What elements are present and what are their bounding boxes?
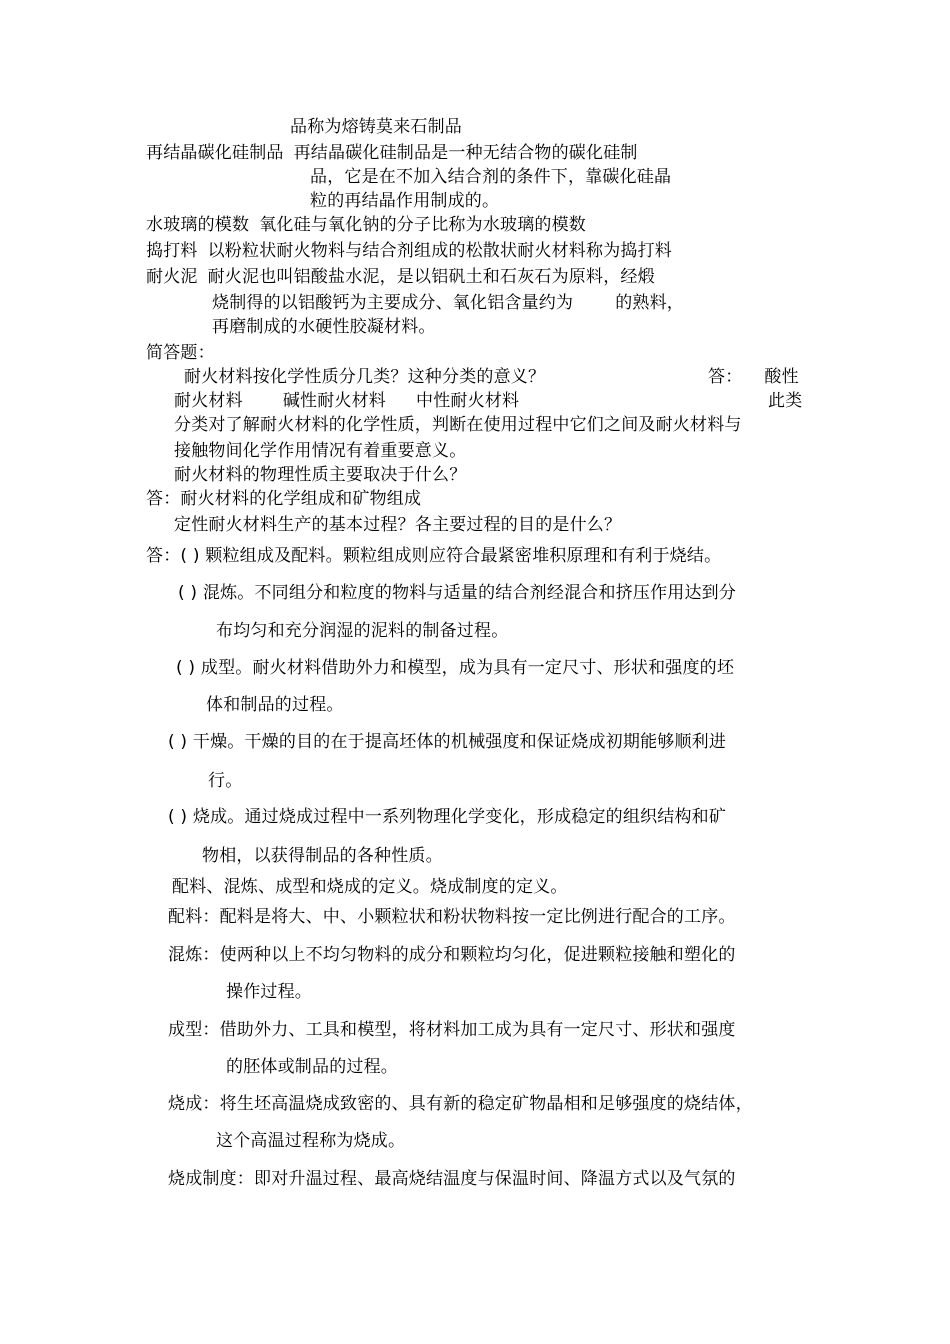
answer-text: 中性耐火材料 xyxy=(416,391,520,411)
answer-3-item: 答：( ) 颗粒组成及配料。颗粒组成则应符合最紧密堆积原理和有利于烧结。 xyxy=(146,546,722,566)
glossary-term: 再结晶碳化硅制品 xyxy=(146,143,284,163)
definition-item: 混炼：使两种以上不均匀物料的成分和颗粒均匀化，促进颗粒接触和塑化的 xyxy=(168,945,736,965)
glossary-term: 耐火泥 xyxy=(146,267,198,287)
definition-item: 配料：配料是将大、中、小颗粒状和粉状物料按一定比例进行配合的工序。 xyxy=(168,907,736,927)
definition-item: 烧成制度：即对升温过程、最高烧结温度与保温时间、降温方式以及气氛的 xyxy=(168,1169,736,1189)
answer-line xyxy=(174,390,519,412)
glossary-text: 烧制得的以铝酸钙为主要成分、氧化铝含量约为 xyxy=(212,293,574,313)
glossary-term: 水玻璃的模数 xyxy=(146,215,250,235)
answer-3-item: ( ) 成型。耐火材料借助外力和模型，成为具有一定尺寸、形状和强度的坯 xyxy=(176,658,735,678)
glossary-entry xyxy=(146,240,672,262)
definition-continuation: 的胚体或制品的过程。 xyxy=(226,1057,398,1077)
answer-text: 碱性耐火材料 xyxy=(282,391,387,411)
glossary-entry xyxy=(146,214,586,236)
section-heading: 简答题： xyxy=(146,343,215,363)
answer-3-continuation: 体和制品的过程。 xyxy=(206,695,344,715)
glossary-text: 的熟料， xyxy=(615,293,685,313)
answer-2: 答：耐火材料的化学组成和矿物组成 xyxy=(146,489,422,509)
answer-3-item: ( ) 混炼。不同组分和粒度的物料与适量的结合剂经混合和挤压作用达到分 xyxy=(178,583,737,603)
answer-3-item: ( ) 烧成。通过烧成过程中一系列物理化学变化，形成稳定的组织结构和矿 xyxy=(168,807,727,827)
answer-text: 此类 xyxy=(768,391,803,411)
glossary-line: 再磨制成的水硬性胶凝材料。 xyxy=(212,317,436,337)
definition-continuation: 操作过程。 xyxy=(226,982,312,1002)
definition-item: 烧成：将生坯高温烧成致密的、具有新的稳定矿物晶相和足够强度的烧结体， xyxy=(168,1094,753,1114)
answer-prefix: 答： xyxy=(708,367,743,387)
glossary-definition: 以粉粒状耐火物料与结合剂组成的松散状耐火材料称为捣打料 xyxy=(207,241,673,261)
glossary-line: 粒的再结晶作用制成的。 xyxy=(310,191,500,211)
definition-item: 成型：借助外力、工具和模型，将材料加工成为具有一定尺寸、形状和强度 xyxy=(168,1020,736,1040)
answer-3-continuation: 布均匀和充分润湿的泥料的制备过程。 xyxy=(216,621,509,641)
glossary-definition: 氧化硅与氧化钠的分子比称为水玻璃的模数 xyxy=(259,215,587,235)
glossary-definition: 耐火泥也叫铝酸盐水泥，是以铝矾土和石灰石为原料，经煅 xyxy=(207,267,655,287)
question-4: 配料、混炼、成型和烧成的定义。烧成制度的定义。 xyxy=(172,877,568,897)
answer-3-continuation: 物相，以获得制品的各种性质。 xyxy=(202,846,443,866)
answer-3-continuation: 行。 xyxy=(208,771,243,791)
definition-continuation: 这个高温过程称为烧成。 xyxy=(216,1131,406,1151)
question-1: 耐火材料按化学性质分几类？这种分类的意义？ xyxy=(184,367,546,387)
answer-text: 酸性 xyxy=(764,367,799,387)
answer-line: 分类对了解耐火材料的化学性质，判断在使用过程中它们之间及耐火材料与 xyxy=(174,415,742,435)
question-2: 耐火材料的物理性质主要取决于什么？ xyxy=(174,465,467,485)
glossary-line: 品称为熔铸莫来石制品 xyxy=(290,117,462,137)
glossary-definition: 再结晶碳化硅制品是一种无结合物的碳化硅制 xyxy=(293,143,638,163)
question-3: 定性耐火材料生产的基本过程？各主要过程的目的是什么？ xyxy=(174,515,622,535)
answer-3-item: ( ) 干燥。干燥的目的在于提高坯体的机械强度和保证烧成初期能够顺利进 xyxy=(168,732,727,752)
glossary-term: 捣打料 xyxy=(146,241,198,261)
answer-label xyxy=(708,366,799,388)
glossary-line: 品，它是在不加入结合剂的条件下，靠碳化硅晶 xyxy=(310,167,672,187)
glossary-entry xyxy=(146,266,655,288)
glossary-line xyxy=(212,292,684,314)
answer-line: 接触物间化学作用情况有着重要意义。 xyxy=(174,441,467,461)
glossary-entry xyxy=(146,142,638,164)
answer-text: 耐火材料 xyxy=(174,391,243,411)
